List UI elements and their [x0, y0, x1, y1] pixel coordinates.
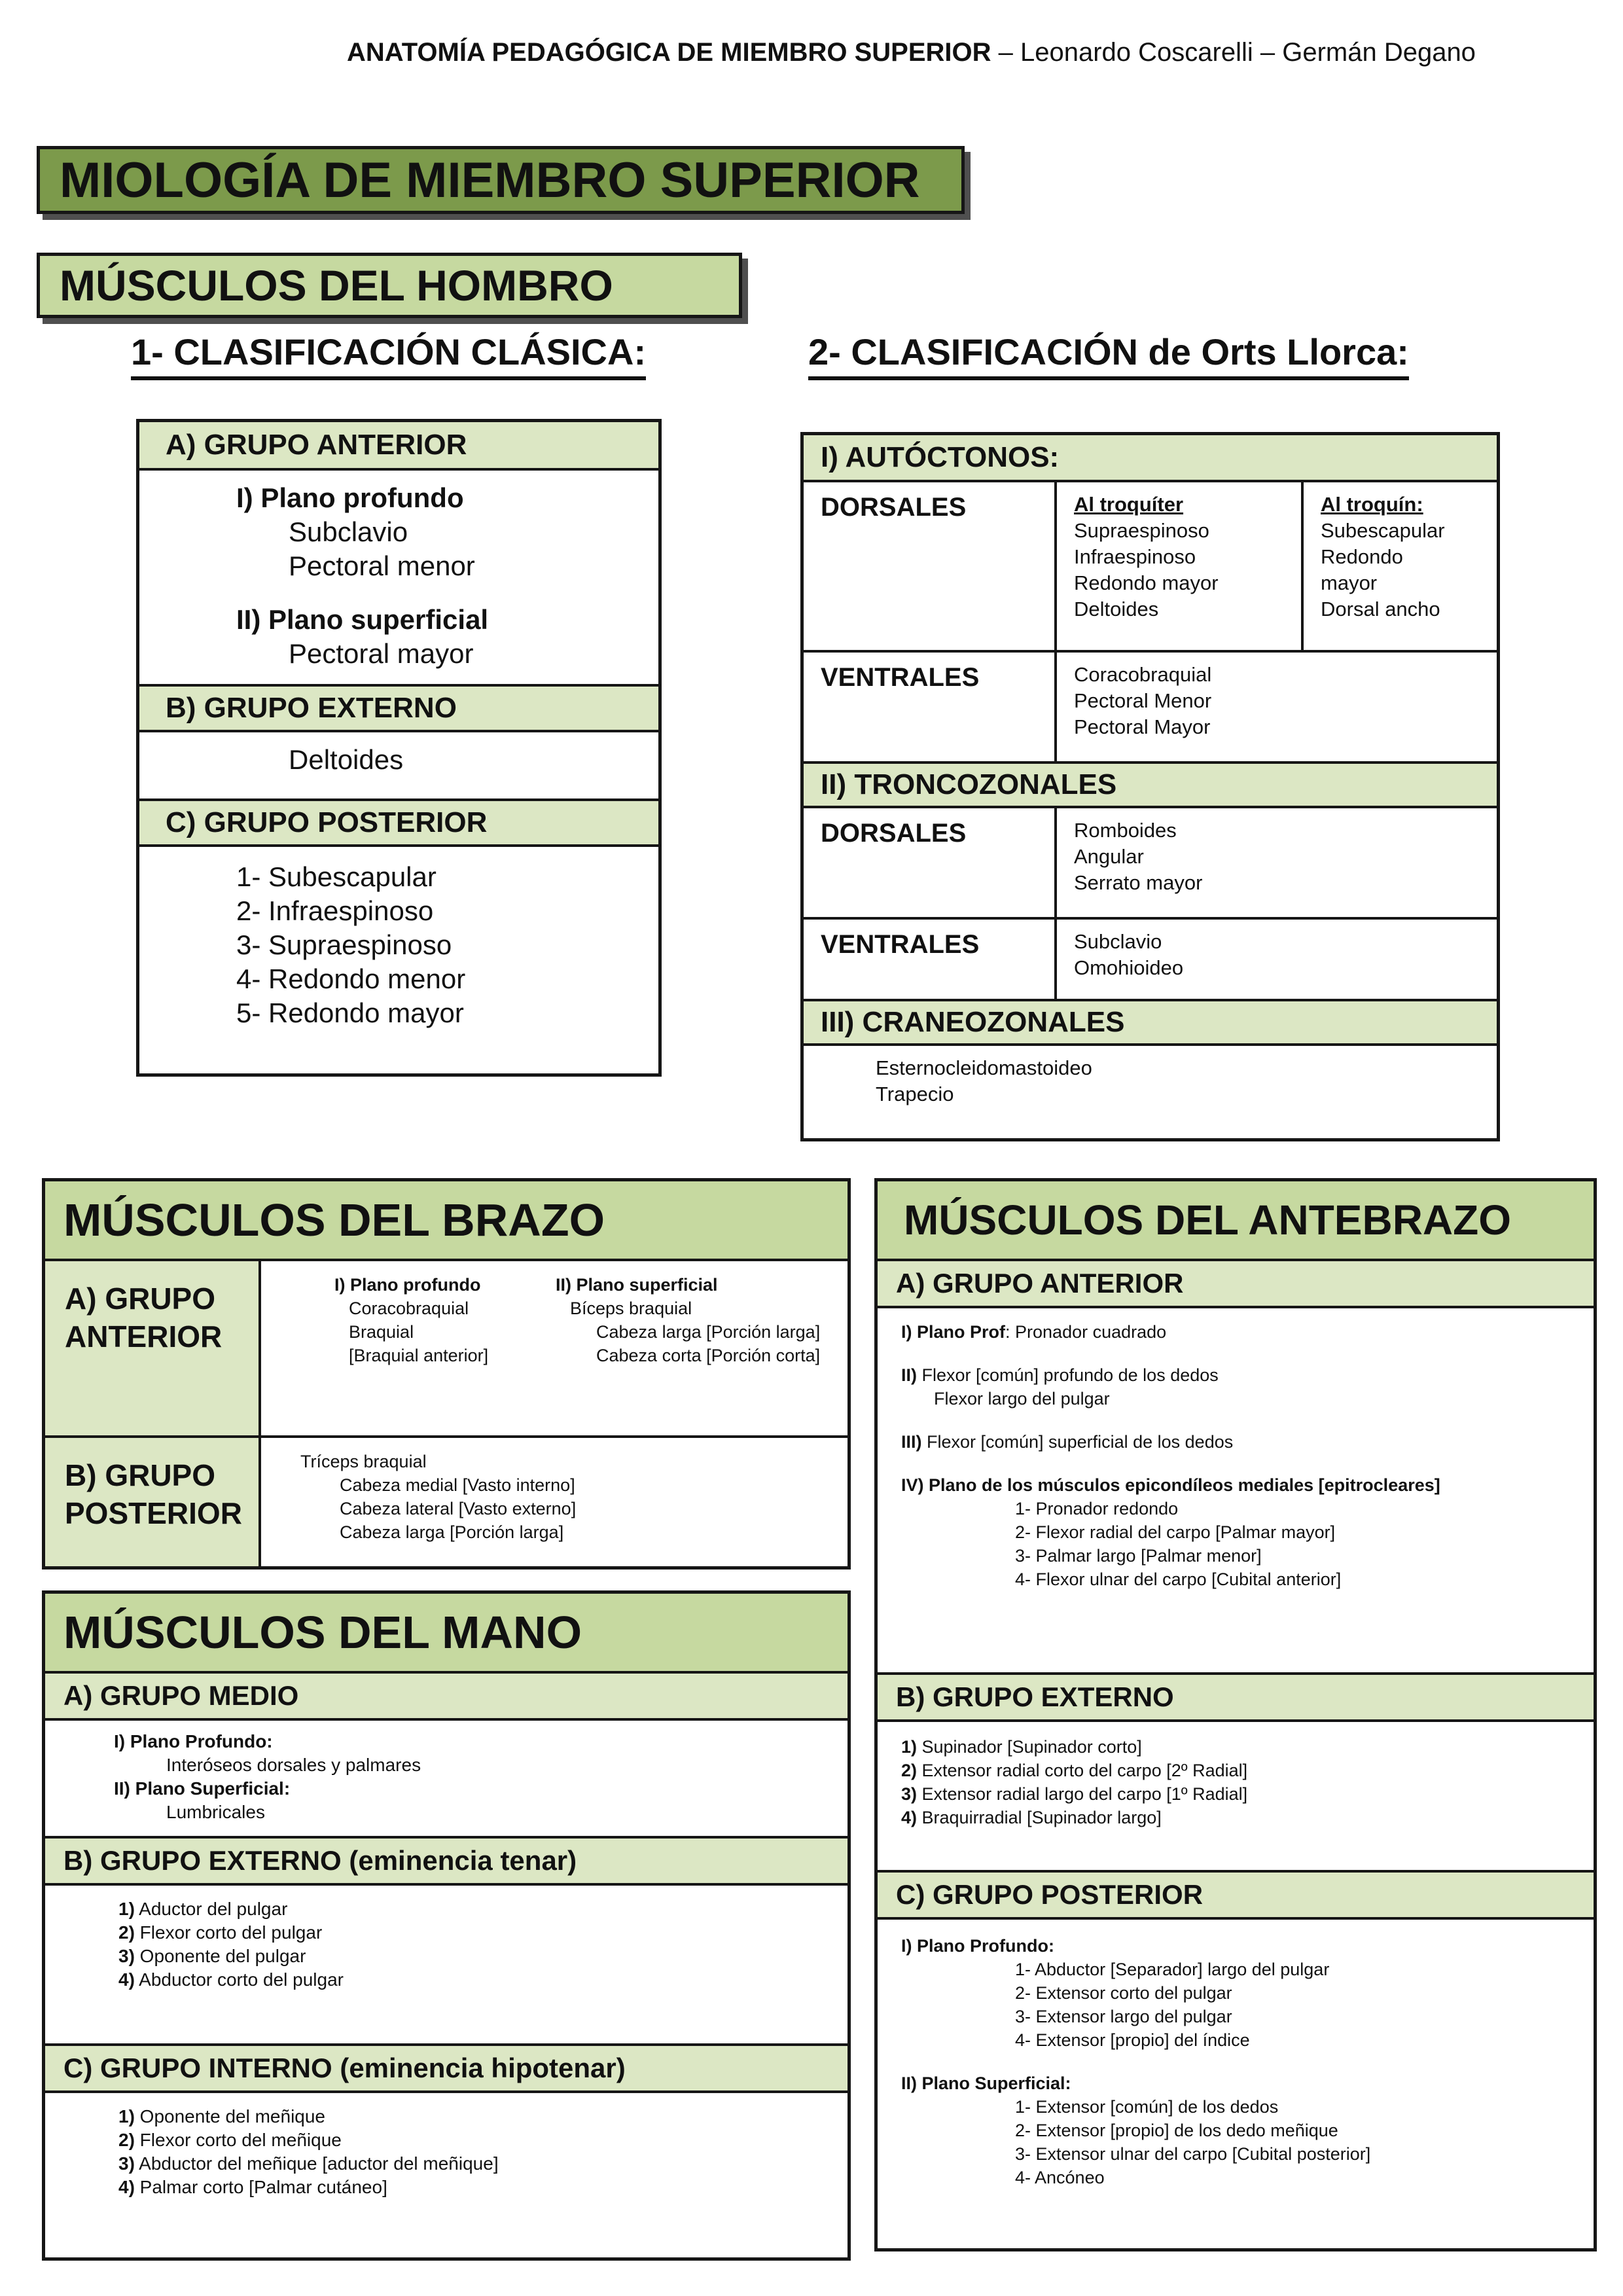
row-label: VENTRALES: [821, 663, 980, 692]
list-item: 2- Flexor radial del carpo [Palmar mayor]: [1015, 1522, 1336, 1542]
document-header-authors: – Leonardo Coscarelli – Germán Degano: [991, 38, 1476, 67]
band-grupo-interno-mano: C) GRUPO INTERNO (eminencia hipotenar): [45, 2043, 847, 2090]
cell-craneozonales: [804, 1046, 1497, 1138]
list-item: Cabeza corta [Porción corta]: [596, 1346, 821, 1365]
list-head: IV) Plano de los músculos epicondíleos mediales [epitrocleares]: [901, 1475, 1440, 1495]
list-item: II) Flexor [común] profundo de los dedos: [901, 1365, 1219, 1385]
list-item: Deltoides: [1074, 598, 1159, 620]
list-item: Dorsal ancho: [1321, 598, 1440, 620]
section-title-hombro-label: MÚSCULOS DEL HOMBRO: [60, 261, 613, 310]
list-item: 2- Extensor corto del pulgar: [1015, 1983, 1232, 2003]
list-head: II) Plano Superficial:: [901, 2073, 1071, 2093]
list-head: I) Plano Profundo:: [114, 1731, 273, 1751]
document-header-title: ANATOMÍA PEDAGÓGICA DE MIEMBRO SUPERIOR: [347, 38, 991, 67]
list-item: 1- Abductor [Separador] largo del pulgar: [1015, 1960, 1330, 1979]
list-item: 3) Abductor del meñique [aductor del meñique]: [118, 2153, 499, 2174]
body-grupo-medio: [45, 1718, 847, 1836]
list-item: Interóseos dorsales y palmares: [166, 1755, 421, 1775]
main-title-box: [37, 146, 965, 214]
list-item: Pectoral Menor: [1074, 689, 1212, 712]
list-item: 4) Palmar corto [Palmar cutáneo]: [118, 2177, 387, 2197]
list-item: 4- Extensor [propio] del índice: [1015, 2030, 1250, 2050]
list-item: Infraespinoso: [1074, 545, 1196, 568]
list-item: Angular: [1074, 845, 1144, 868]
list-item: Subclavio: [289, 516, 408, 547]
row-label-grupo-posterior: B) GRUPO POSTERIOR: [45, 1438, 261, 1566]
band-grupo-anterior: A) GRUPO ANTERIOR: [139, 422, 658, 468]
band-autoctonos: I) AUTÓCTONOS:: [804, 435, 1497, 480]
row-label: DORSALES: [821, 493, 967, 522]
list-item: 2- Infraespinoso: [236, 895, 434, 926]
band-grupo-posterior: C) GRUPO POSTERIOR: [139, 798, 658, 844]
cell-ventrales-autoctonos: [1054, 653, 1497, 761]
list-item: 4- Ancóneo: [1015, 2168, 1105, 2187]
list-item: Cabeza lateral [Vasto externo]: [340, 1499, 577, 1518]
body-grupo-anterior-antebrazo: [878, 1306, 1594, 1672]
section-title-brazo: MÚSCULOS DEL BRAZO: [45, 1181, 847, 1259]
list-item: 2) Extensor radial corto del carpo [2º Radial]: [901, 1761, 1248, 1780]
list-head: I) Plano profundo: [236, 482, 464, 513]
list-item: Bíceps braquial: [570, 1299, 692, 1318]
list-item: Flexor largo del pulgar: [934, 1389, 1110, 1408]
list-item: Pectoral Mayor: [1074, 715, 1211, 738]
list-item: 1) Aductor del pulgar: [118, 1899, 288, 1919]
section-title-mano: MÚSCULOS DEL MANO: [45, 1594, 847, 1671]
cell-head: Al troquín:: [1321, 493, 1423, 516]
cell-al-troquin: [1301, 482, 1497, 650]
list-item: Coracobraquial: [1074, 663, 1212, 686]
band-troncozonales: II) TRONCOZONALES: [804, 761, 1497, 806]
list-item: Pectoral menor: [289, 550, 475, 581]
list-item: I) Plano Prof: Pronador cuadrado: [901, 1322, 1167, 1342]
list-head: II) Plano Superficial:: [114, 1778, 291, 1799]
list-head: II) Plano superficial: [556, 1275, 718, 1295]
section-title-antebrazo: MÚSCULOS DEL ANTEBRAZO: [878, 1181, 1594, 1259]
list-item: Redondo: [1321, 545, 1403, 568]
table-row: [804, 650, 1497, 761]
list-item: Subescapular: [1321, 519, 1445, 542]
heading-clasificacion-orts-llorca: 2- CLASIFICACIÓN de Orts Llorca:: [808, 331, 1409, 380]
list-item: Trapecio: [876, 1083, 954, 1105]
list-item: 1) Oponente del meñique: [118, 2106, 326, 2126]
list-item: 3) Extensor radial largo del carpo [1º Radial]: [901, 1784, 1248, 1804]
list-item: 3- Palmar largo [Palmar menor]: [1015, 1546, 1262, 1566]
list-item: 4) Abductor corto del pulgar: [118, 1969, 344, 1990]
list-head: II) Plano superficial: [236, 604, 489, 635]
list-item: mayor: [1321, 571, 1378, 594]
table-clasificacion-clasica: [136, 419, 662, 1077]
cell-head: Al troquíter: [1074, 493, 1184, 516]
col-plano-superficial: [556, 1273, 847, 1367]
body-grupo-externo-mano: [45, 1883, 847, 2043]
band-grupo-externo-mano: B) GRUPO EXTERNO (eminencia tenar): [45, 1836, 847, 1883]
list-item: 2- Extensor [propio] de los dedo meñique: [1015, 2121, 1338, 2140]
section-title-hombro: [37, 253, 742, 318]
col-plano-profundo: [261, 1273, 556, 1367]
list-item: Lumbricales: [166, 1802, 265, 1822]
list-item: 1- Pronador redondo: [1015, 1499, 1179, 1518]
body-grupo-interno-mano: [45, 2090, 847, 2257]
band-grupo-medio: A) GRUPO MEDIO: [45, 1671, 847, 1718]
band-craneozonales: III) CRANEOZONALES: [804, 999, 1497, 1043]
list-item: 2) Flexor corto del meñique: [118, 2130, 342, 2150]
list-item: 1) Supinador [Supinador corto]: [901, 1737, 1142, 1757]
list-item: Esternocleidomastoideo: [876, 1056, 1092, 1079]
body-grupo-externo: [139, 730, 658, 798]
list-item: 1- Extensor [común] de los dedos: [1015, 2097, 1279, 2117]
row-label-grupo-anterior: A) GRUPO ANTERIOR: [45, 1261, 261, 1435]
body-grupo-anterior: [139, 468, 658, 684]
list-item: Cabeza larga [Porción larga]: [340, 1522, 564, 1542]
list-item: 4- Redondo menor: [236, 963, 466, 994]
list-item: 5- Redondo mayor: [236, 997, 464, 1028]
cell-al-troquiter: [1054, 482, 1301, 650]
table-musculos-antebrazo: [874, 1178, 1597, 2251]
list-item: Romboides: [1074, 819, 1177, 842]
list-item: Pectoral mayor: [289, 638, 474, 669]
cell-ventrales-troncozonales: [1054, 920, 1497, 999]
list-item: III) Flexor [común] superficial de los dedos: [901, 1432, 1234, 1452]
list-head: I) Plano profundo: [334, 1275, 481, 1295]
body-grupo-posterior-antebrazo: [878, 1917, 1594, 2248]
list-item: 4- Flexor ulnar del carpo [Cubital anterior]: [1015, 1570, 1342, 1589]
row-label: VENTRALES: [821, 930, 980, 959]
list-item: 1- Subescapular: [236, 861, 437, 892]
table-musculos-brazo: [42, 1178, 851, 1570]
list-item: Redondo mayor: [1074, 571, 1219, 594]
list-item: Deltoides: [289, 744, 404, 775]
body-grupo-externo-antebrazo: [878, 1719, 1594, 1870]
list-head: I) Plano Profundo:: [901, 1936, 1054, 1956]
table-row: [45, 1259, 847, 1435]
list-item: 2) Flexor corto del pulgar: [118, 1922, 323, 1943]
cell-dorsales-troncozonales: [1054, 808, 1497, 917]
list-head: Tríceps braquial: [300, 1452, 427, 1471]
list-item: Coracobraquial: [349, 1299, 469, 1318]
table-row: [804, 1043, 1497, 1138]
list-item: Cabeza medial [Vasto interno]: [340, 1475, 575, 1495]
band-grupo-posterior-antebrazo: C) GRUPO POSTERIOR: [878, 1870, 1594, 1917]
table-row: [45, 1435, 847, 1566]
list-item: Omohioideo: [1074, 956, 1184, 979]
list-item: 3- Extensor largo del pulgar: [1015, 2007, 1232, 2026]
list-item: 3- Supraespinoso: [236, 929, 452, 960]
table-row: [804, 806, 1497, 917]
list-item: [Braquial anterior]: [349, 1346, 489, 1365]
list-item: 4) Braquirradial [Supinador largo]: [901, 1808, 1162, 1827]
document-header: [347, 38, 1476, 67]
body-grupo-posterior: [139, 844, 658, 1073]
list-item: Serrato mayor: [1074, 871, 1203, 894]
main-title: MIOLOGÍA DE MIEMBRO SUPERIOR: [60, 152, 920, 208]
table-musculos-mano: [42, 1590, 851, 2261]
list-item: 3) Oponente del pulgar: [118, 1946, 306, 1966]
list-item: Braquial: [349, 1322, 414, 1342]
list-item: Subclavio: [1074, 930, 1162, 953]
band-grupo-anterior-antebrazo: A) GRUPO ANTERIOR: [878, 1259, 1594, 1306]
table-orts-llorca: [800, 432, 1500, 1141]
cell-grupo-anterior: [261, 1261, 847, 1435]
table-row: [804, 917, 1497, 999]
cell-grupo-posterior: [261, 1438, 847, 1566]
heading-clasificacion-clasica: 1- CLASIFICACIÓN CLÁSICA:: [131, 331, 646, 380]
list-item: Supraespinoso: [1074, 519, 1209, 542]
band-grupo-externo: B) GRUPO EXTERNO: [139, 684, 658, 730]
list-item: 3- Extensor ulnar del carpo [Cubital posterior]: [1015, 2144, 1371, 2164]
list-item: Cabeza larga [Porción larga]: [596, 1322, 821, 1342]
band-grupo-externo-antebrazo: B) GRUPO EXTERNO: [878, 1672, 1594, 1719]
row-label: DORSALES: [821, 819, 967, 848]
table-row: [804, 480, 1497, 650]
